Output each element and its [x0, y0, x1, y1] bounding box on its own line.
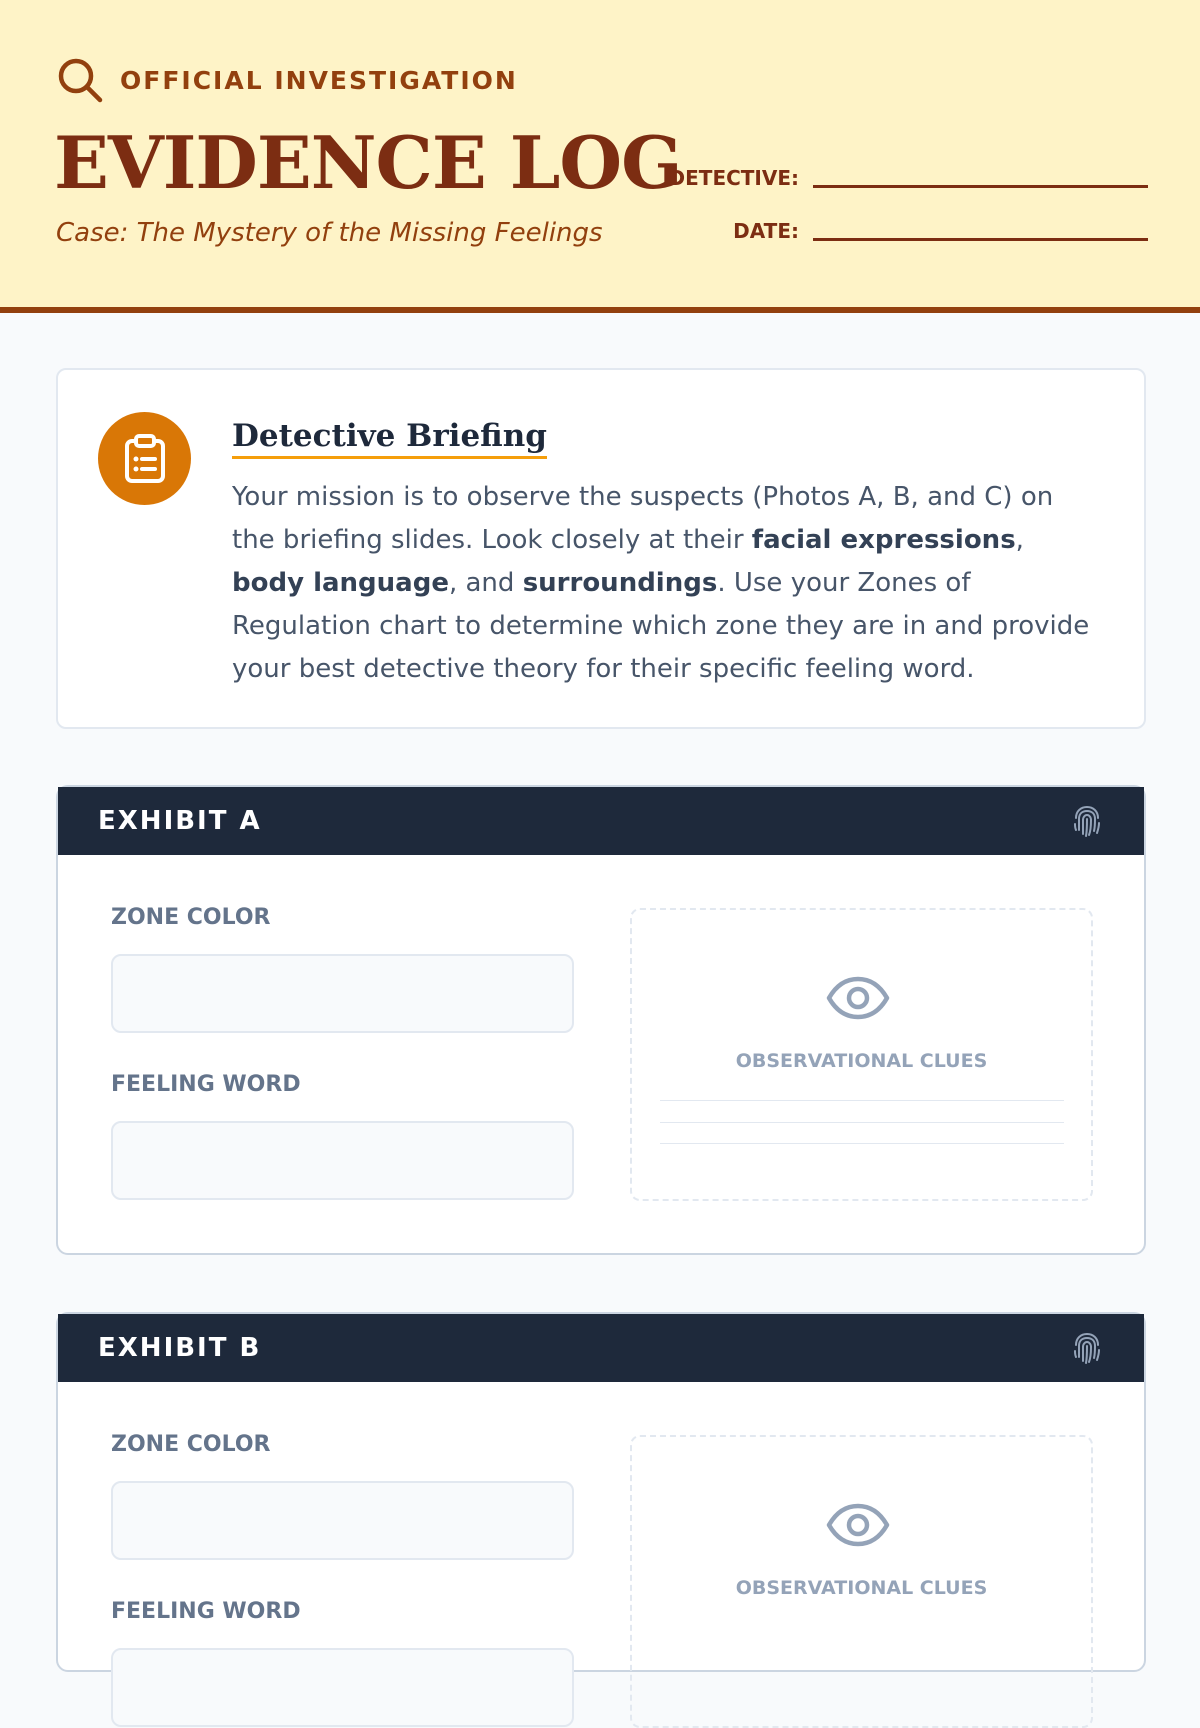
kicker-text: OFFICIAL INVESTIGATION [120, 65, 518, 95]
exhibit-header [58, 1314, 1144, 1382]
date-field [660, 219, 1148, 243]
eye-icon [826, 974, 890, 1022]
eye-icon [826, 1501, 890, 1549]
clue-line [660, 1122, 1064, 1123]
exhibit-header [58, 787, 1144, 855]
exhibit-card [56, 1312, 1146, 1672]
header-kicker [56, 56, 518, 104]
clue-line [660, 1100, 1064, 1101]
exhibit-title: EXHIBIT B [98, 1333, 262, 1363]
observational-clues-box[interactable] [630, 1435, 1093, 1728]
detective-input-line[interactable] [813, 185, 1148, 188]
briefing-badge [98, 412, 191, 505]
fingerprint-icon [1070, 1331, 1104, 1365]
page-title: EVIDENCE LOG [54, 120, 682, 205]
briefing-bold-body: body language [232, 568, 449, 598]
zone-color-label: ZONE COLOR [111, 905, 271, 930]
case-subtitle: Case: The Mystery of the Missing Feelings [56, 218, 603, 248]
observational-clues-box[interactable] [630, 908, 1093, 1201]
magnifier-icon [56, 56, 104, 104]
briefing-body [232, 476, 1092, 691]
observational-clues-label: OBSERVATIONAL CLUES [735, 1050, 988, 1072]
zone-color-input[interactable] [111, 1481, 574, 1560]
zone-color-label: ZONE COLOR [111, 1432, 271, 1457]
date-label: DATE: [733, 219, 799, 243]
briefing-bold-surroundings: surroundings [522, 568, 718, 598]
feeling-word-label: FEELING WORD [111, 1599, 301, 1624]
feeling-word-input[interactable] [111, 1121, 574, 1200]
fingerprint-icon [1070, 804, 1104, 838]
date-input-line[interactable] [813, 238, 1148, 241]
clue-line [660, 1143, 1064, 1144]
zone-color-input[interactable] [111, 954, 574, 1033]
briefing-sep-1: , [1015, 525, 1024, 555]
clipboard-icon [123, 435, 167, 483]
observational-clues-label: OBSERVATIONAL CLUES [735, 1577, 988, 1599]
briefing-sep-2: , and [448, 568, 523, 598]
exhibit-title: EXHIBIT A [98, 806, 262, 836]
detective-label: DETECTIVE: [668, 166, 799, 190]
feeling-word-input[interactable] [111, 1648, 574, 1727]
briefing-bold-facial: facial expressions [751, 525, 1016, 555]
page-header [0, 0, 1200, 313]
briefing-text-2: . Use your Zones of Regulation chart to determine which zone they are in and provide your best detective theory for their specific feeling word. [232, 568, 1090, 684]
briefing-title: Detective Briefing [232, 416, 547, 459]
feeling-word-label: FEELING WORD [111, 1072, 301, 1097]
exhibit-card [56, 785, 1146, 1255]
briefing-text-1: Your mission is to observe the suspects (Photos A, B, and C) on the briefing slides. Look closely at their [232, 482, 1054, 555]
detective-field [660, 166, 1148, 190]
detective-briefing-card [56, 368, 1146, 729]
